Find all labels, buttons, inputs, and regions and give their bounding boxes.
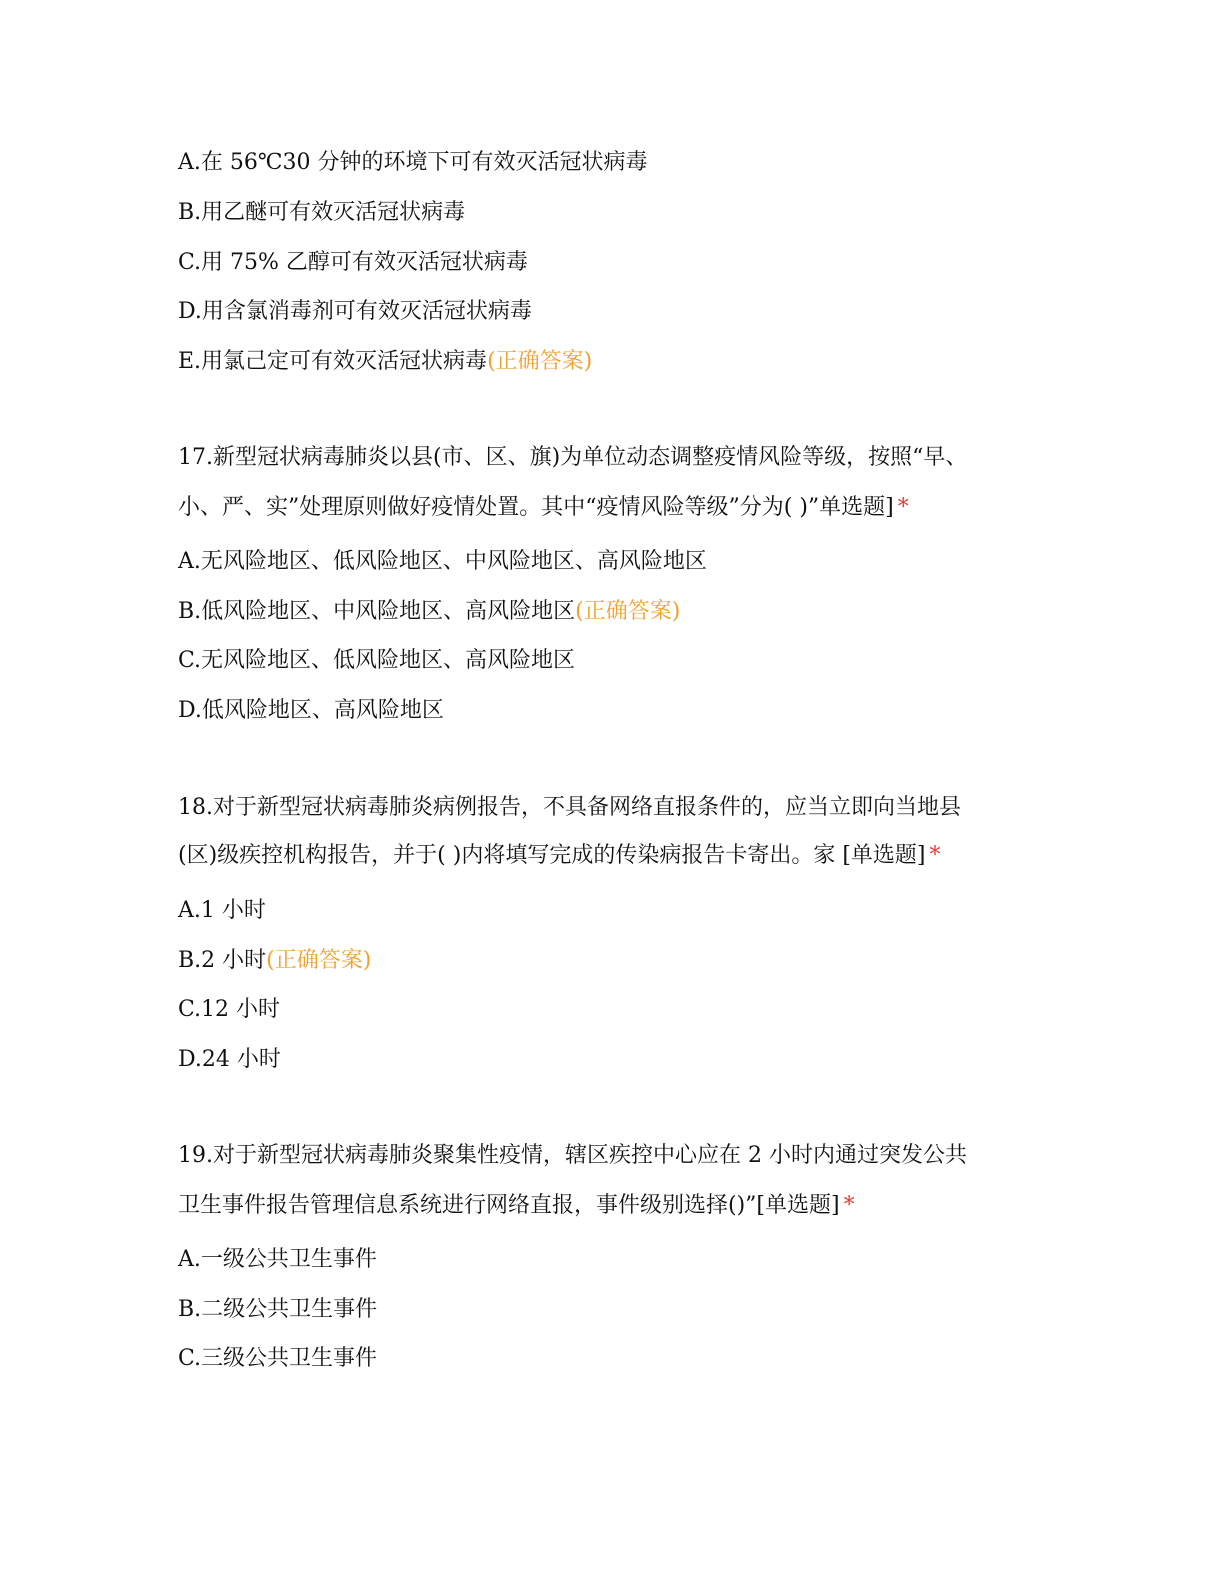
question-text: 小、严、实”处理原则做好疫情处置。其中“疫情风险等级”分为( )”单选题] (178, 495, 894, 520)
option-text: B.用乙醚可有效灭活冠状病毒 (178, 200, 466, 225)
q19-option-a (178, 1246, 377, 1274)
question-text: 18.对于新型冠状病毒肺炎病例报告，不具备网络直报条件的，应当立即向当地县 (178, 795, 961, 820)
q16-option-c (178, 249, 528, 277)
q17-title-line2 (178, 494, 909, 522)
q18-option-a (178, 897, 266, 925)
q18-option-c (178, 996, 280, 1024)
question-text: 卫生事件报告管理信息系统进行网络直报，事件级别选择()”[单选题] (178, 1193, 840, 1218)
option-text: A.在 56℃30 分钟的环境下可有效灭活冠状病毒 (178, 150, 648, 175)
q17-option-d (178, 697, 444, 725)
q19-option-b (178, 1296, 377, 1324)
option-text: B.2 小时 (178, 948, 267, 973)
correct-answer-mark: (正确答案) (487, 349, 593, 374)
option-text: C.三级公共卫生事件 (178, 1346, 378, 1371)
option-text: E.用氯己定可有效灭活冠状病毒 (178, 349, 488, 374)
q17-option-a (178, 548, 707, 576)
question-text: (区)级疾控机构报告，并于( )内将填写完成的传染病报告卡寄出。家 [单选题] (178, 843, 926, 868)
option-text: D.用含氯消毒剂可有效灭活冠状病毒 (178, 299, 532, 324)
option-text: B.二级公共卫生事件 (178, 1297, 378, 1322)
correct-answer-mark: (正确答案) (575, 599, 681, 624)
option-text: D.低风险地区、高风险地区 (178, 698, 444, 723)
q16-option-b (178, 199, 465, 227)
q17-option-b (178, 598, 680, 626)
option-text: B.低风险地区、中风险地区、高风险地区 (178, 599, 576, 624)
option-text: A.一级公共卫生事件 (178, 1247, 377, 1272)
q16-option-d (178, 298, 532, 326)
required-asterisk: * (929, 843, 941, 868)
option-text: C.用 75% 乙醇可有效灭活冠状病毒 (178, 250, 528, 275)
q17-option-c (178, 647, 575, 675)
question-text: 19.对于新型冠状病毒肺炎聚集性疫情，辖区疾控中心应在 2 小时内通过突发公共 (178, 1143, 967, 1168)
option-text: D.24 小时 (178, 1047, 281, 1072)
question-text: 17.新型冠状病毒肺炎以县(市、区、旗)为单位动态调整疫情风险等级，按照“早、 (178, 445, 968, 470)
correct-answer-mark: (正确答案) (266, 948, 372, 973)
required-asterisk: * (897, 495, 909, 520)
q16-option-a (178, 149, 647, 177)
option-text: C.无风险地区、低风险地区、高风险地区 (178, 648, 576, 673)
q18-option-b (178, 947, 371, 975)
required-asterisk: * (843, 1193, 855, 1218)
option-text: A.无风险地区、低风险地区、中风险地区、高风险地区 (178, 549, 707, 574)
q17-title-line1 (178, 444, 967, 472)
q18-title-line2 (178, 842, 941, 870)
q18-option-d (178, 1046, 281, 1074)
q16-option-e (178, 348, 592, 376)
q19-title-line2 (178, 1192, 855, 1220)
q18-title-line1 (178, 794, 961, 822)
option-text: A.1 小时 (178, 898, 266, 923)
option-text: C.12 小时 (178, 997, 281, 1022)
q19-title-line1 (178, 1142, 967, 1170)
q19-option-c (178, 1345, 377, 1373)
